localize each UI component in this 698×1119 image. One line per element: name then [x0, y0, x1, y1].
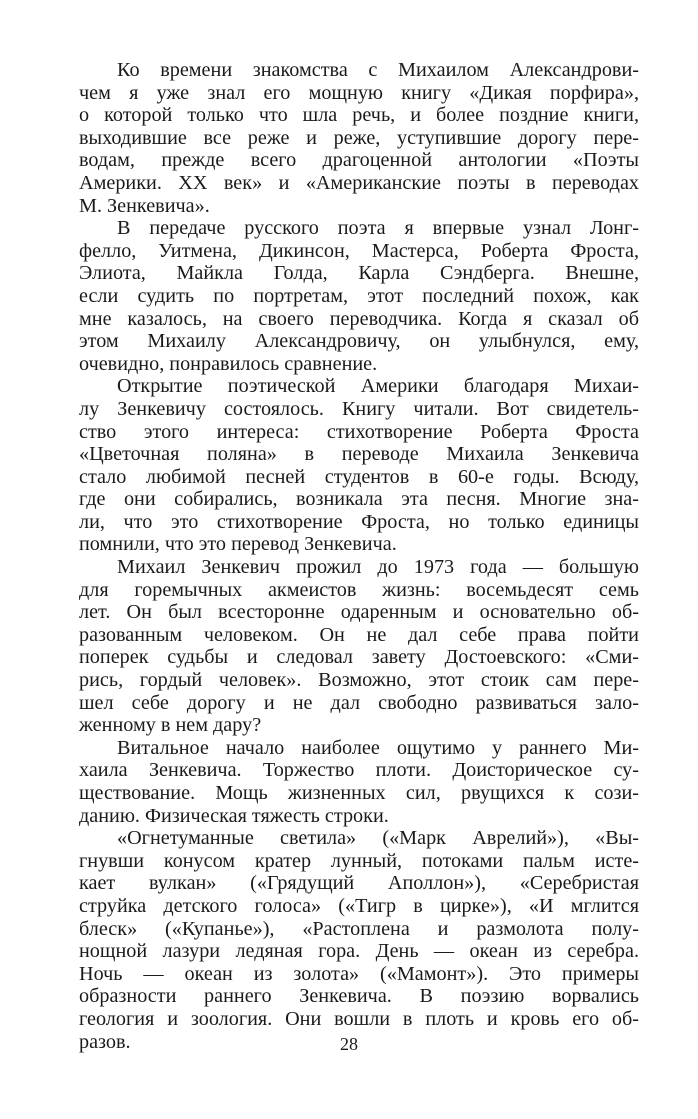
text-line: выходившие все реже и реже, уступившие дорогу пере-: [79, 126, 639, 149]
text-line: шел себе дорогу и не дал свободно развиваться зало-: [79, 691, 639, 714]
text-line: лет. Он был всесторонне одаренным и основательно об-: [79, 601, 639, 624]
text-line: очевидно, понравилось сравнение.: [79, 352, 378, 375]
text-line: данию. Физическая тяжесть строки.: [79, 804, 389, 827]
text-line: для горемычных акмеистов жизнь: восемьдесят семь: [79, 578, 639, 601]
text-line: В передаче русского поэта я впервые узнал Лонг-: [117, 217, 639, 240]
text-line: если судить по портретам, этот последний похож, как: [79, 284, 639, 307]
text-line: ство этого интереса: стихотворение Роберта Фроста: [79, 420, 639, 443]
text-line: хаила Зенкевича. Торжество плоти. Доисторическое су-: [79, 759, 639, 782]
text-line: женному в нем дару?: [79, 714, 262, 737]
text-line: Открытие поэтической Америки благодаря Михаи-: [117, 375, 639, 398]
text-line: «Огнетуманные светила» («Марк Аврелий»), «Вы-: [117, 827, 639, 850]
text-line: стало любимой песней студентов в 60-е годы. Всюду,: [79, 465, 639, 488]
text-line: этом Михаилу Александровичу, он улыбнулся, ему,: [79, 330, 639, 353]
text-line: разованным человеком. Он не дал себе права пойти: [79, 623, 639, 646]
text-line: Ко времени знакомства с Михаилом Александрови-: [117, 59, 639, 81]
text-line: водам, прежде всего драгоценной антологии «Поэты: [79, 149, 639, 172]
text-line: где они собирались, возникала эта песня. Многие зна-: [79, 488, 639, 511]
text-line: фелло, Уитмена, Дикинсон, Мастерса, Роберта Фроста,: [79, 239, 639, 262]
text-line: ществование. Мощь жизненных сил, рвущихся к сози-: [79, 782, 639, 804]
text-line: помнили, что это перевод Зенкевича.: [79, 533, 397, 556]
text-line: Ночь — океан из золота» («Мамонт»). Это примеры: [79, 962, 639, 985]
text-line: гнувши конусом кратер лунный, потоками пальм исте-: [79, 849, 639, 872]
text-line: Америки. XX век» и «Американские поэты в переводах: [79, 171, 639, 194]
text-line: образности раннего Зенкевича. В поэзию ворвались: [79, 985, 639, 1008]
page-number: 28: [340, 1034, 358, 1054]
text-line: поперек судьбы и следовал завету Достоевского: «Сми-: [79, 646, 639, 669]
text-line: блеск» («Купанье»), «Растоплена и размолота полу-: [79, 917, 639, 940]
text-line: нощной лазури ледяная гора. День — океан из серебра.: [79, 940, 639, 963]
text-line: струйка детского голоса» («Тигр в цирке»), «И мглится: [79, 894, 639, 917]
text-line: геология и зоология. Они вошли в плоть и кровь его об-: [79, 1007, 639, 1030]
text-line: рись, гордый человек». Возможно, этот стоик сам пере-: [79, 669, 639, 692]
text-line: разов.: [79, 1030, 131, 1053]
body-text: [79, 59, 639, 1053]
text-line: лу Зенкевичу состоялось. Книгу читали. Вот свидетель-: [79, 397, 639, 420]
text-line: М. Зенкевича».: [79, 194, 210, 217]
text-line: «Цветочная поляна» в переводе Михаила Зенкевича: [79, 443, 639, 466]
text-line: Витальное начало наиболее ощутимо у раннего Ми-: [117, 736, 639, 759]
text-line: мне казалось, на своего переводчика. Когда я сказал об: [79, 307, 639, 330]
text-line: чем я уже знал его мощную книгу «Дикая порфира»,: [79, 81, 639, 104]
text-line: Михаил Зенкевич прожил до 1973 года — большую: [117, 556, 639, 579]
text-line: кает вулкан» («Грядущий Аполлон»), «Серебристая: [79, 872, 639, 895]
text-line: Элиота, Майкла Голда, Карла Сэндберга. Внешне,: [79, 262, 639, 285]
text-line: о которой только что шла речь, и более поздние книги,: [79, 104, 639, 127]
text-line: ли, что это стихотворение Фроста, но только единицы: [79, 510, 639, 533]
